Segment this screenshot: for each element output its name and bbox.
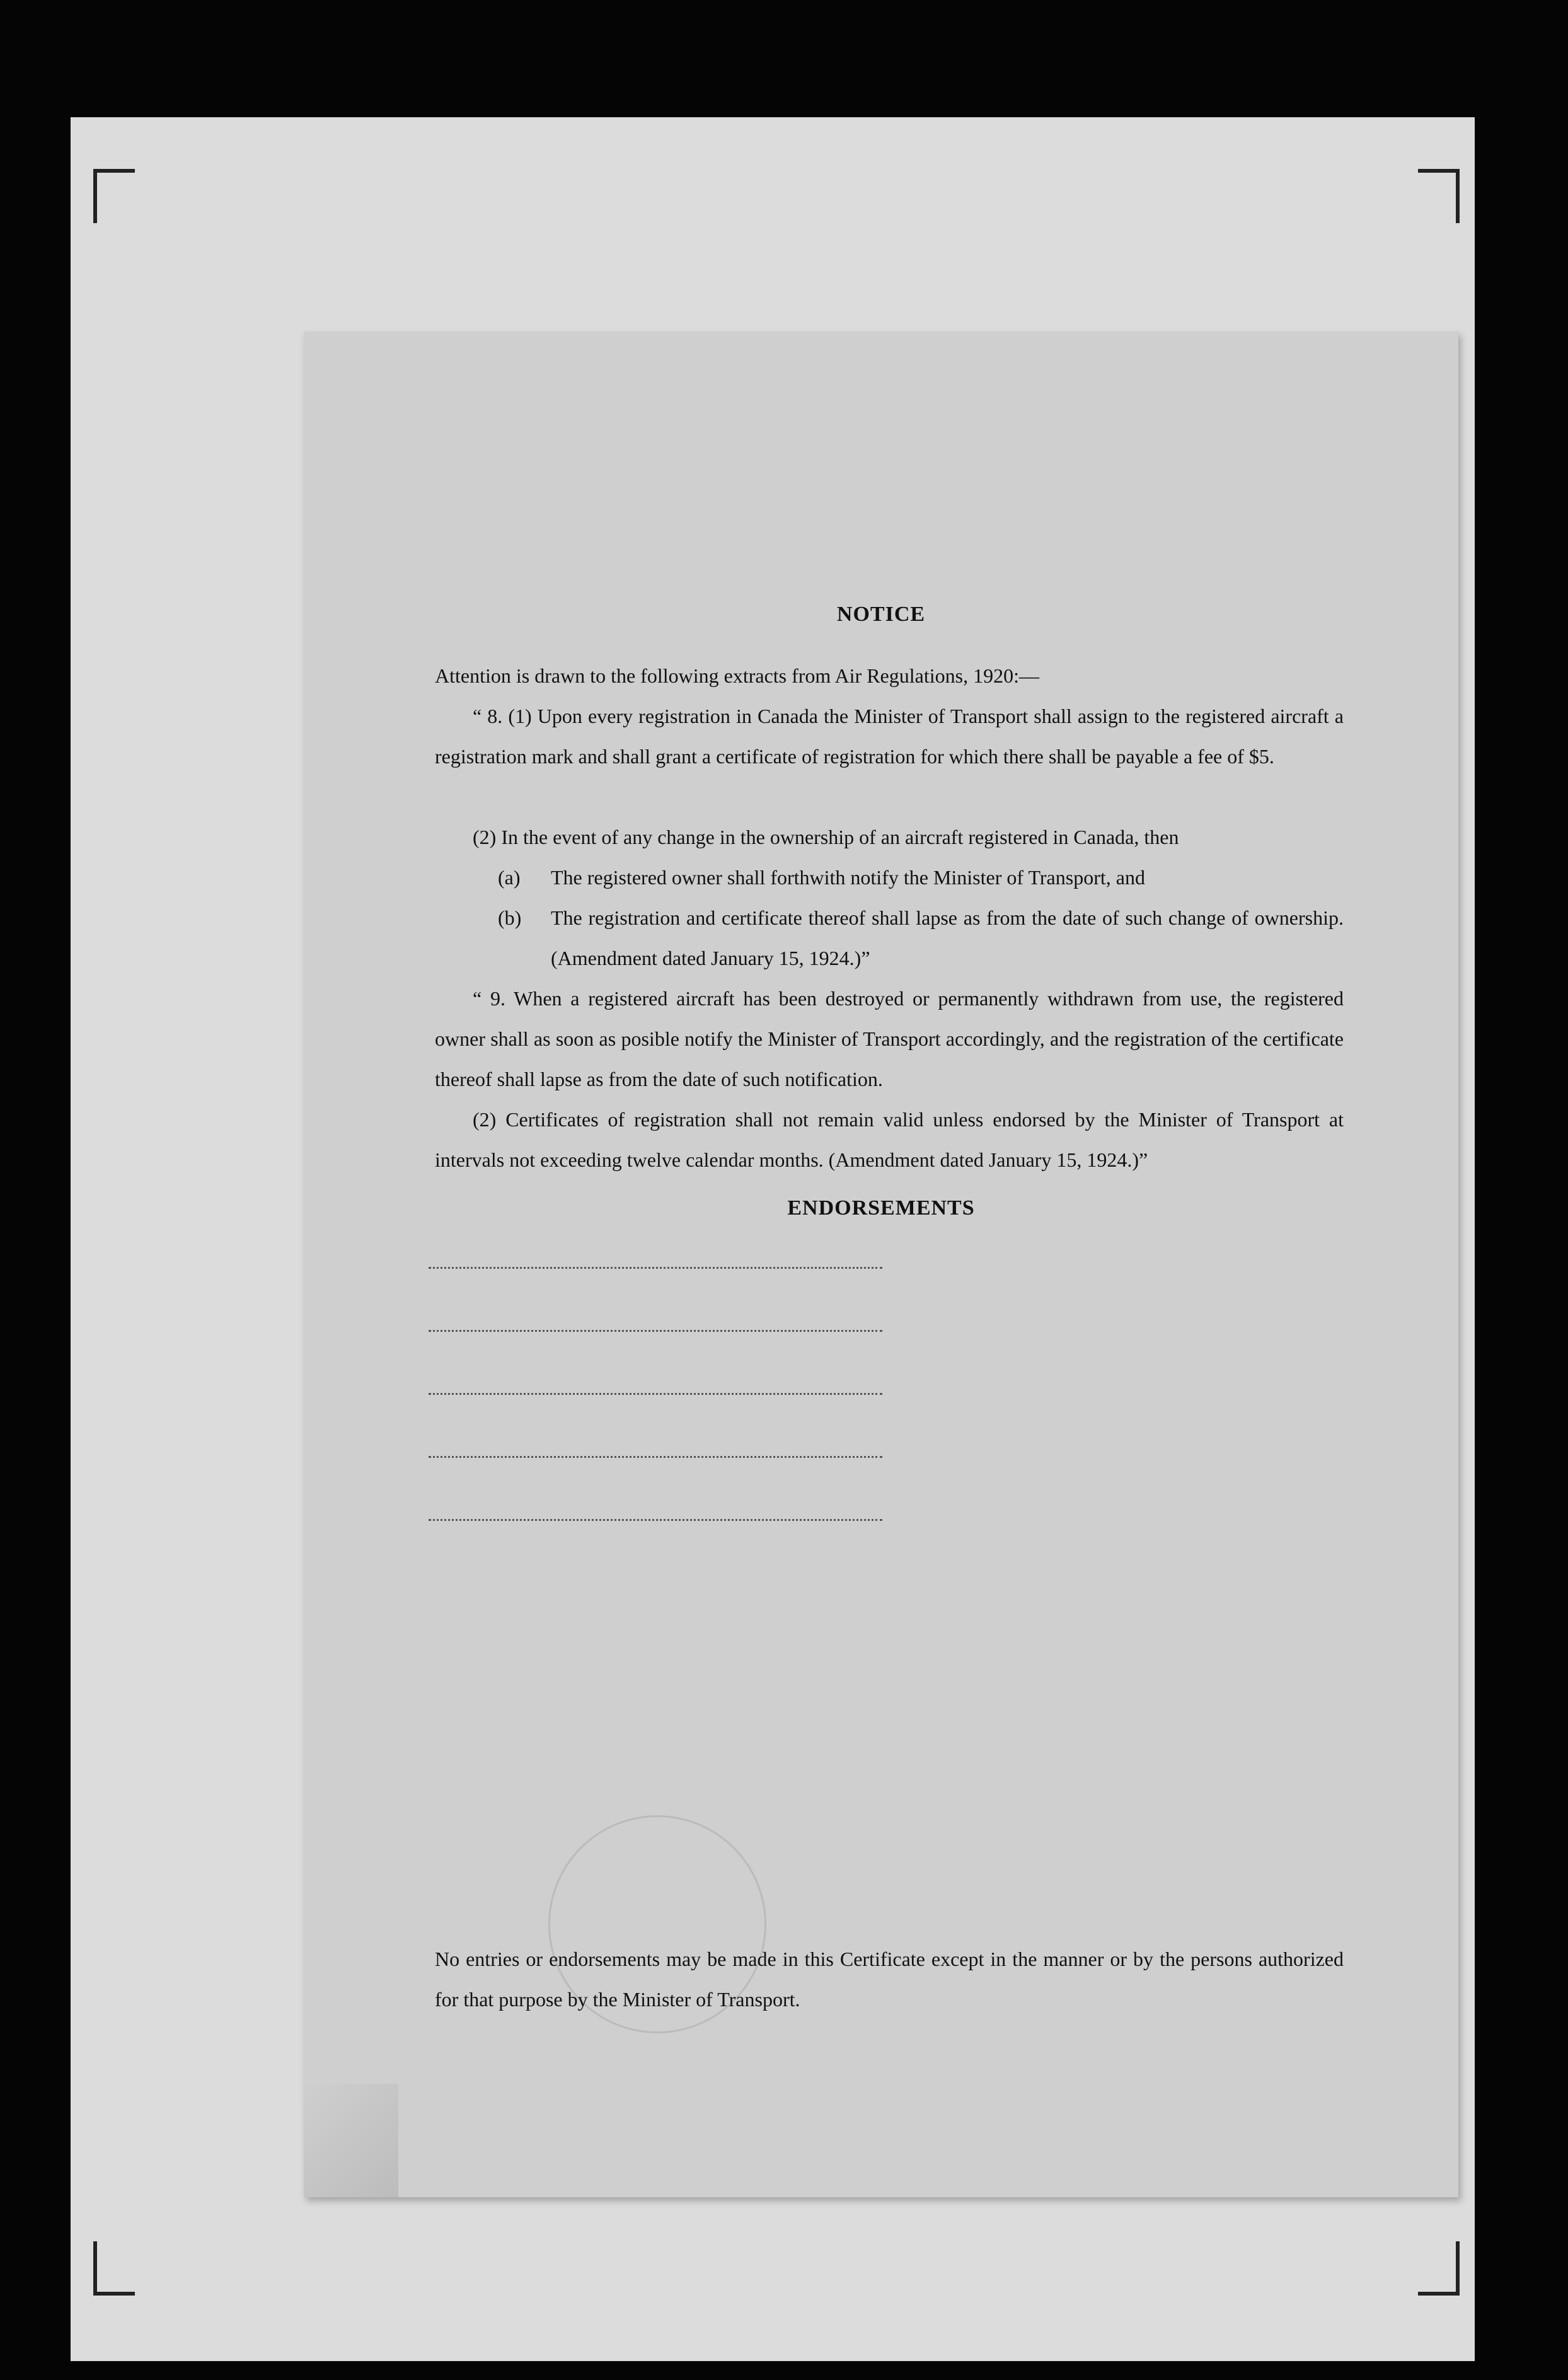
regulation-9-1: “ 9. When a registered aircraft has been destroyed or permanently withdrawn from use, the registered owner shall as soon as posible notify the Minister of Transport accordingly, and the registration of the certificate thereof shall lapse as from the date of such notification. xyxy=(435,987,1344,1090)
endorsement-rule xyxy=(429,1267,882,1269)
regulation-8-1: “ 8. (1) Upon every registration in Canada the Minister of Transport shall assign to the registered aircraft a registration mark and shall grant a certificate of registration for which there shall be payable a fee of $5. xyxy=(435,705,1344,768)
regulation-8-2: (2) In the event of any change in the ownership of an aircraft registered in Canada, then xyxy=(473,826,1179,848)
notice-intro: Attention is drawn to the following extracts from Air Regulations, 1920:— xyxy=(435,664,1039,687)
endorsement-rule xyxy=(429,1393,882,1395)
sheet-fold-corner xyxy=(304,2084,398,2197)
crop-mark-top-left xyxy=(93,169,135,223)
endorsements-title: ENDORSEMENTS xyxy=(787,1196,975,1220)
regulation-8-2-b xyxy=(498,898,1344,978)
endorsement-rule xyxy=(429,1330,882,1332)
crop-mark-bottom-left xyxy=(93,2241,135,2296)
regulation-8-2-a-text: The registered owner shall forthwith notify the Minister of Transport, and xyxy=(551,866,1145,889)
regulation-8-2-b-letter: (b) xyxy=(498,906,522,929)
crop-mark-bottom-right xyxy=(1418,2241,1460,2296)
endorsement-rule xyxy=(429,1519,882,1521)
regulation-8-2-a xyxy=(498,857,1344,898)
endorsement-rule xyxy=(429,1456,882,1458)
crop-mark-top-right xyxy=(1418,169,1460,223)
regulation-8-2-b-text: The registration and certificate thereof shall lapse as from the date of such change of ownership. (Amendment dated January 15, 1924.)” xyxy=(551,906,1344,969)
regulation-8-2-a-letter: (a) xyxy=(498,866,521,889)
notice-title: NOTICE xyxy=(836,603,926,626)
regulation-9-2: (2) Certificates of registration shall not remain valid unless endorsed by the Minister of Transport at intervals not exceeding twelve calendar months. (Amendment dated January 15, 1924.)” xyxy=(435,1108,1344,1171)
endorsements-closing-notice: No entries or endorsements may be made in this Certificate except in the manner or by the persons authorized for that purpose by the Minister of Transport. xyxy=(435,1948,1344,2011)
